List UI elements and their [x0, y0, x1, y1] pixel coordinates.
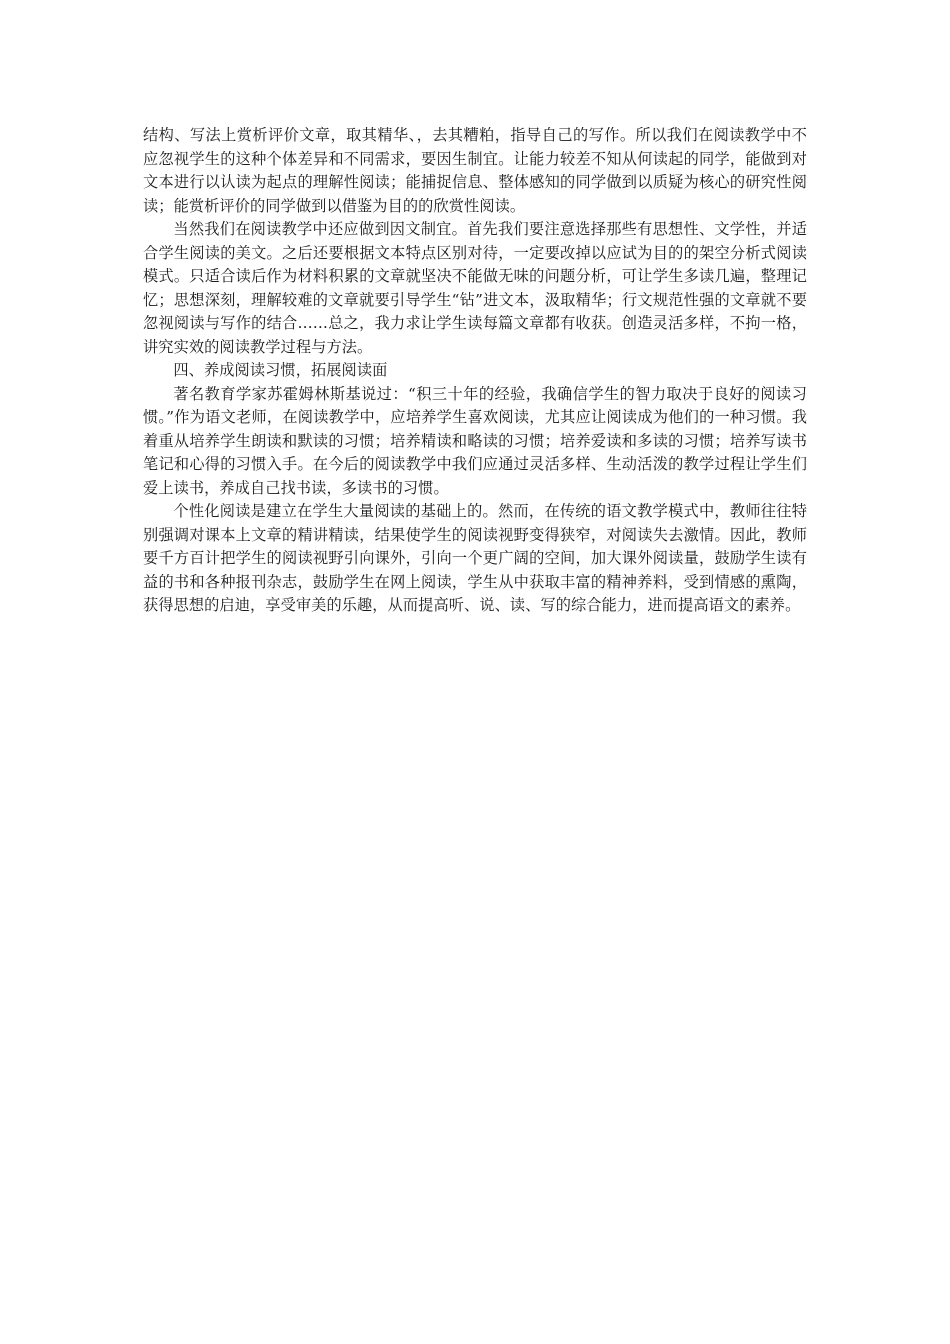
section-heading-reading-habits: 四、养成阅读习惯，拓展阅读面 — [173, 361, 388, 379]
paragraph-extracurricular-reading: 个性化阅读是建立在学生大量阅读的基础上的。然而，在传统的语文教学模式中，教师往往特别强调对课本上文章的精讲精读，结果使学生的阅读视野变得狭窄，对阅读失去激情。因此，教师要千方百计把学生的阅读视野引向课外，引向一个更广阔的空间，加大课外阅读量，鼓励学生读有益的书和各种报刊杂志，鼓励学生在网上阅读，学生从中获取丰富的精神养料，受到情感的熏陶，获得思想的启迪，享受审美的乐趣，从而提高听、说、读、写的综合能力，进而提高语文的素养。 — [143, 502, 807, 614]
document-body — [143, 124, 807, 618]
paragraph-reading-habits: 著名教育学家苏霍姆林斯基说过：“积三十年的经验，我确信学生的智力取决于良好的阅读习惯。”作为语文老师，在阅读教学中，应培养学生喜欢阅读，尤其应让阅读成为他们的一种习惯。我着重从培养学生朗读和默读的习惯；培养精读和略读的习惯；培养爱读和多读的习惯；培养写读书笔记和心得的习惯入手。在今后的阅读教学中我们应通过灵活多样、生动活泼的教学过程让学生们爱上读书，养成自己找书读，多读书的习惯。 — [143, 384, 807, 497]
paragraph-continuation: 结构、写法上赏析评价文章，取其精华、，去其糟粕，指导自己的写作。所以我们在阅读教学中不应忽视学生的这种个体差异和不同需求，要因生制宜。让能力较差不知从何读起的同学，能做到对文本进行以认读为起点的理解性阅读；能捕捉信息、整体感知的同学做到以质疑为核心的研究性阅读；能赏析评价的同学做到以借鉴为目的的欣赏性阅读。 — [143, 126, 807, 215]
paragraph-text-suitability: 当然我们在阅读教学中还应做到因文制宜。首先我们要注意选择那些有思想性、文学性，并适合学生阅读的美文。之后还要根据文本特点区别对待，一定要改掉以应试为目的的架空分析式阅读模式。只适合读后作为材料积累的文章就坚决不能做无味的问题分析，可让学生多读几遍，整理记忆；思想深刻，理解较难的文章就要引导学生“钻”进文本，汲取精华；行文规范性强的文章就不要忽视阅读与写作的结合……总之，我力求让学生读每篇文章都有收获。创造灵活多样，不拘一格，讲究实效的阅读教学过程与方法。 — [143, 220, 807, 356]
